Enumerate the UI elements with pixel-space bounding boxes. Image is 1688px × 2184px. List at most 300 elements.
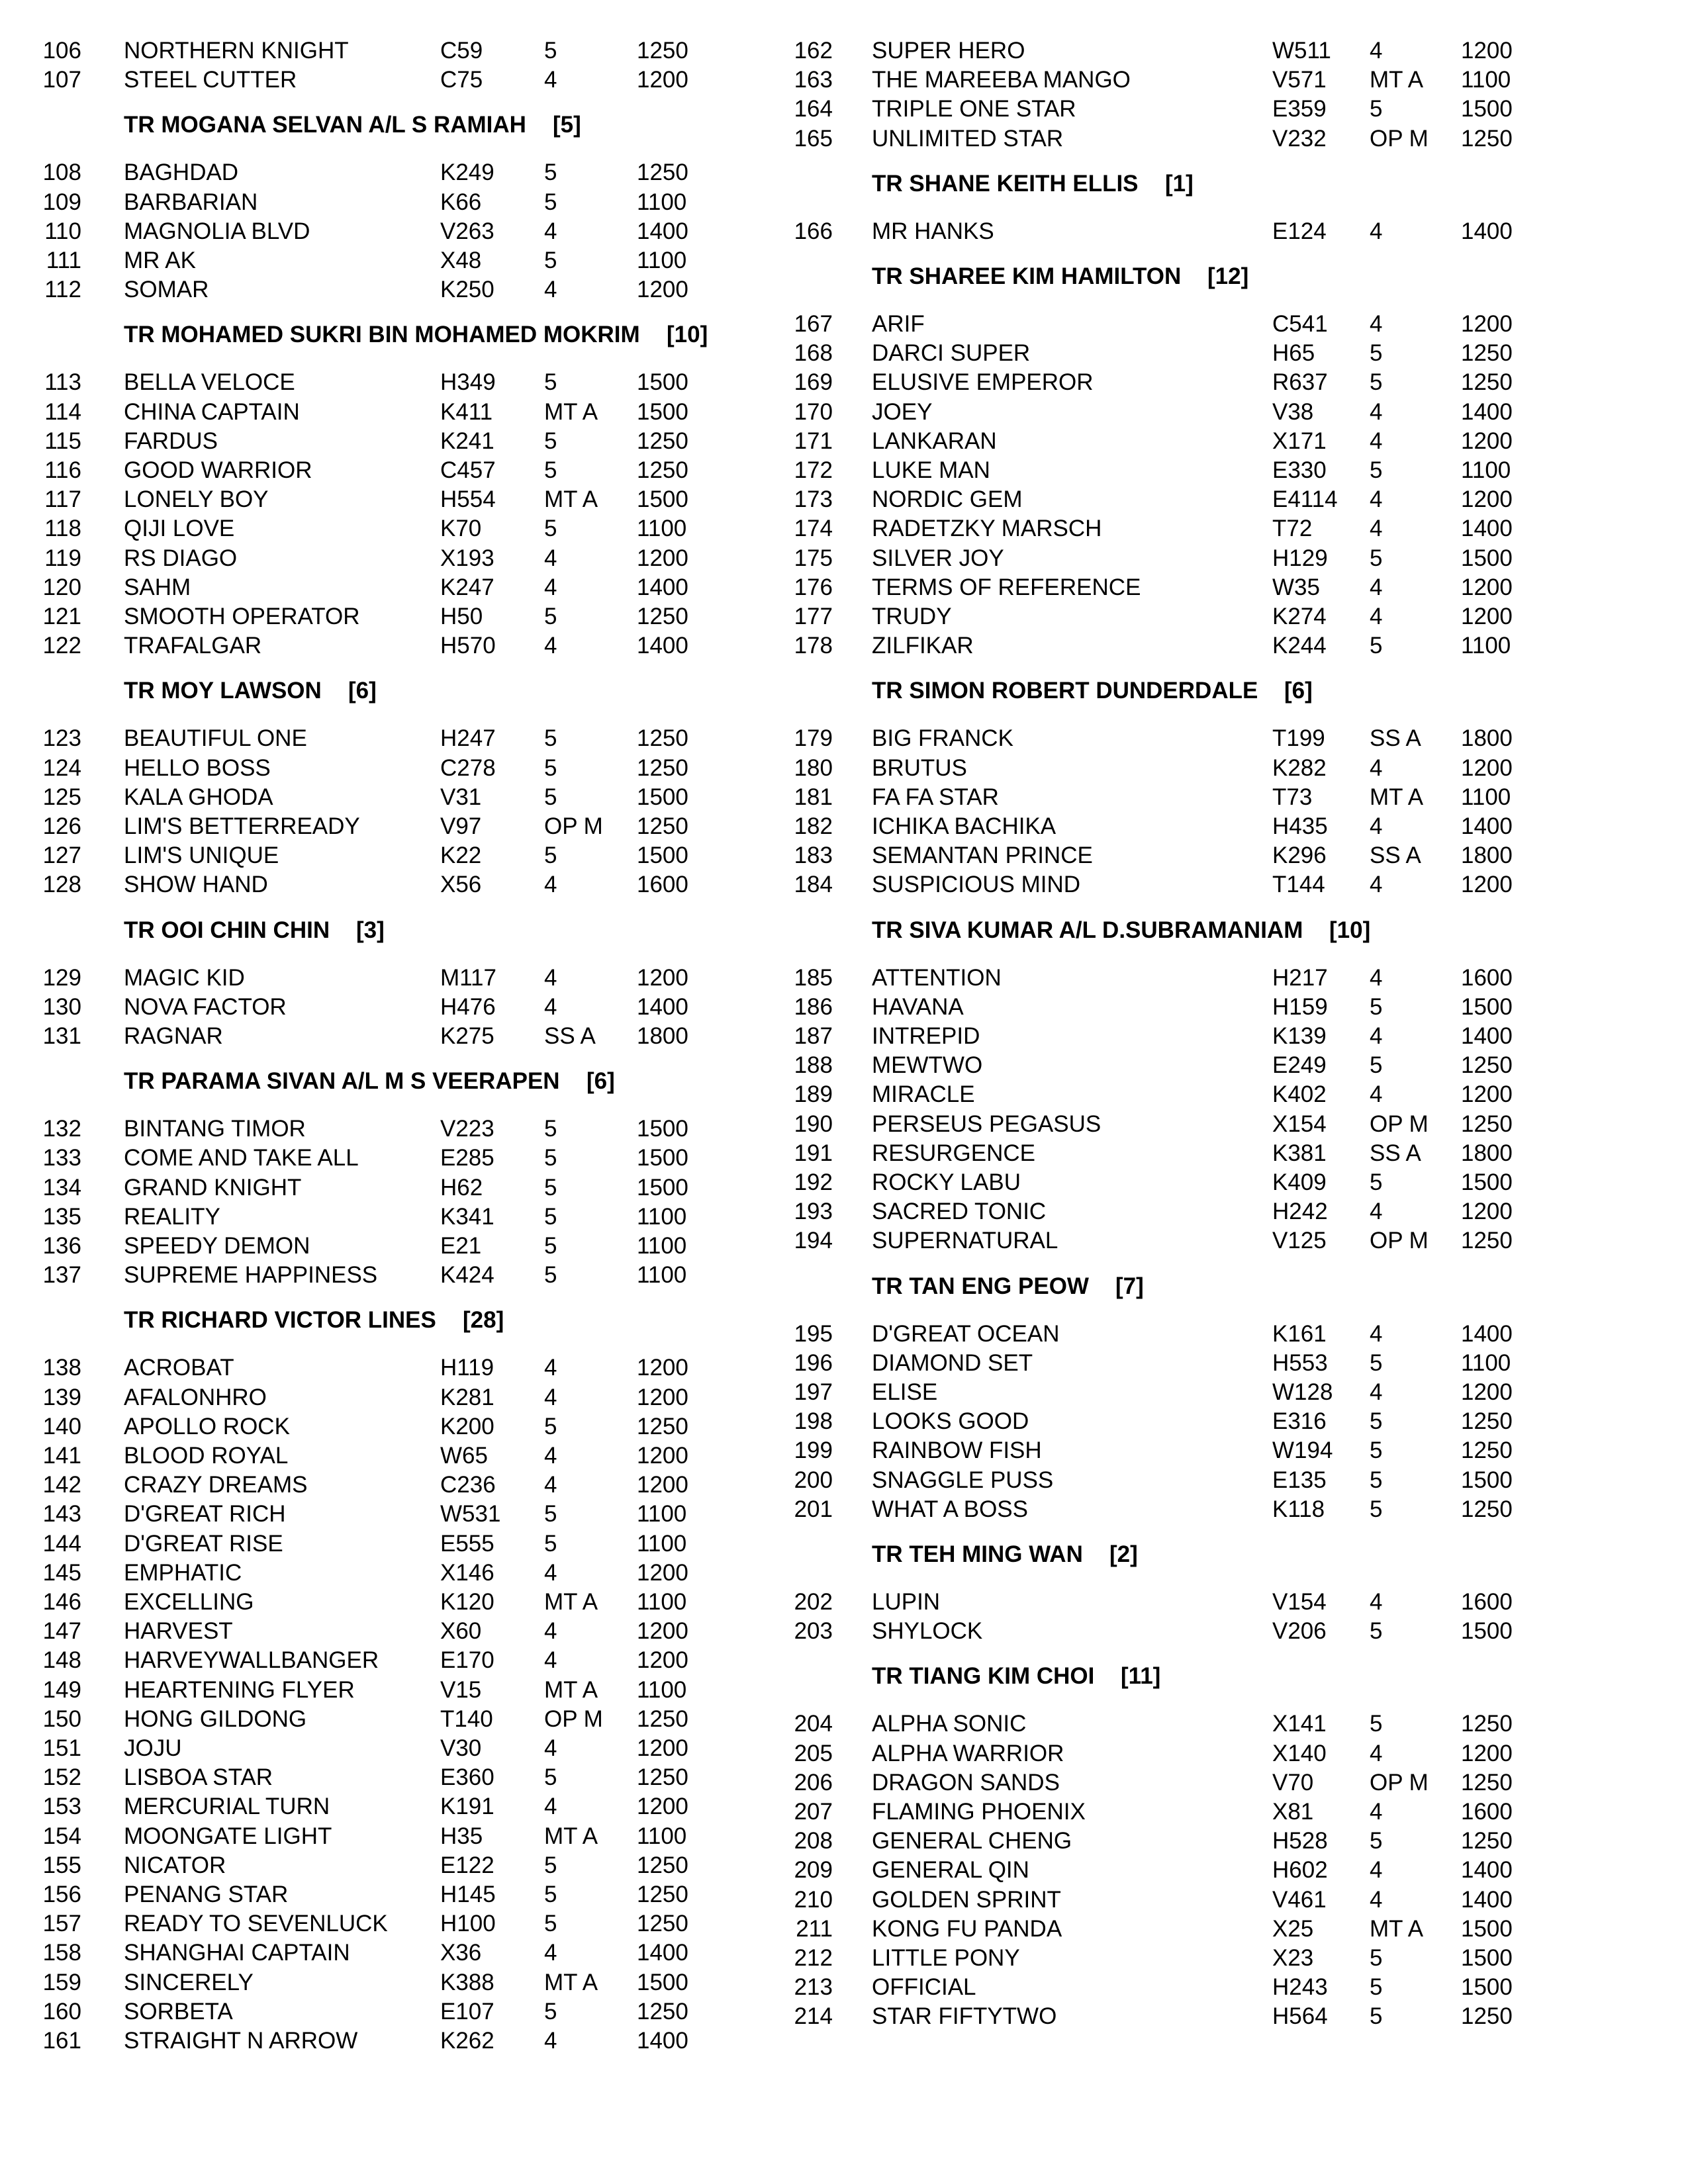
race-distance: 1400 [1461, 1320, 1513, 1347]
race-distance: 1250 [637, 38, 688, 64]
horse-code: K118 [1272, 1496, 1325, 1522]
horse-code: K200 [440, 1413, 494, 1439]
trainer-header [844, 1661, 1688, 1692]
horse-code: M117 [440, 964, 496, 991]
race-distance: 1200 [637, 1618, 688, 1645]
horse-rating: 4 [544, 1443, 557, 1469]
horse-name: TRUDY [872, 604, 952, 629]
entry-row [0, 1412, 844, 1441]
race-distance: 1600 [637, 872, 688, 898]
entry-row [0, 36, 844, 66]
horse-rating: OP M [1370, 125, 1429, 152]
entry-row [794, 456, 1688, 485]
horse-code: C457 [440, 457, 496, 483]
horse-name: OFFICIAL [872, 1974, 976, 2001]
horse-rating: 5 [544, 516, 557, 542]
horse-name: FA FA STAR [872, 784, 999, 810]
entry-row [794, 1709, 1688, 1739]
horse-code: C59 [440, 38, 483, 64]
horse-name: D'GREAT RICH [124, 1501, 286, 1527]
horse-name: EXCELLING [124, 1589, 254, 1615]
horse-rating: 5 [544, 784, 557, 810]
horse-name: TRAFALGAR [124, 633, 262, 659]
horse-rating: 5 [544, 1262, 557, 1289]
horse-rating: MT A [1370, 1915, 1424, 1942]
horse-name: LITTLE PONY [872, 1945, 1020, 1971]
horse-rating: 5 [1370, 1618, 1383, 1645]
entry-number: 203 [794, 1618, 833, 1645]
horse-name: D'GREAT OCEAN [872, 1320, 1060, 1347]
race-distance: 1500 [1461, 1915, 1513, 1942]
race-distance: 1250 [1461, 1437, 1513, 1464]
horse-code: H349 [440, 369, 496, 396]
entry-row [794, 427, 1688, 456]
entry-number: 124 [42, 754, 81, 781]
horse-code: E360 [440, 1764, 494, 1791]
horse-code: H554 [440, 486, 496, 513]
horse-name: BRUTUS [872, 754, 967, 781]
race-distance: 1100 [637, 516, 687, 542]
horse-code: V31 [440, 784, 482, 810]
entry-row [794, 754, 1688, 783]
horse-name: ARIF [872, 311, 925, 337]
race-distance: 1200 [637, 1735, 688, 1761]
entry-row [794, 36, 1688, 66]
horse-code: K281 [440, 1384, 494, 1410]
horse-code: E170 [440, 1647, 494, 1674]
horse-name: GRAND KNIGHT [124, 1174, 302, 1201]
horse-rating: 5 [544, 1145, 557, 1171]
entry-number: 212 [794, 1945, 833, 1971]
race-distance: 1200 [1461, 428, 1513, 454]
entry-number: 121 [42, 604, 81, 629]
horse-name: UNLIMITED STAR [872, 125, 1064, 152]
horse-name: AFALONHRO [124, 1384, 267, 1410]
horse-rating: MT A [544, 398, 598, 425]
entry-number: 164 [794, 96, 833, 122]
entry-row [0, 1851, 844, 1880]
horse-rating: 5 [544, 248, 557, 273]
trainer-header [844, 1271, 1688, 1302]
entry-row [796, 1915, 1688, 1944]
race-distance: 1100 [637, 189, 687, 215]
horse-rating: 5 [544, 189, 557, 215]
entry-number: 204 [794, 1711, 833, 1737]
horse-name: RAGNAR [124, 1023, 223, 1049]
race-distance: 1400 [1461, 398, 1513, 425]
horse-rating: 5 [1370, 1496, 1383, 1522]
entry-row [794, 124, 1688, 154]
entry-number: 165 [794, 125, 833, 152]
race-distance: 1400 [1461, 813, 1513, 839]
race-distance: 1400 [637, 2028, 688, 2054]
entry-row [0, 1529, 844, 1559]
entry-row [794, 1051, 1688, 1080]
entry-row [0, 485, 844, 514]
race-distance: 1600 [1461, 964, 1513, 991]
horse-name: FLAMING PHOENIX [872, 1799, 1086, 1825]
horse-code: E135 [1272, 1467, 1327, 1493]
horse-name: REALITY [124, 1203, 220, 1230]
entry-row [0, 1203, 844, 1232]
entry-number: 213 [794, 1974, 833, 2001]
entry-row [0, 1559, 844, 1588]
horse-name: GOOD WARRIOR [124, 457, 312, 483]
entry-row [794, 310, 1688, 339]
horse-code: H62 [440, 1174, 483, 1201]
horse-code: X36 [440, 1940, 482, 1966]
entry-row [794, 1320, 1688, 1349]
horse-rating: 4 [544, 574, 557, 600]
entry-number: 144 [42, 1530, 81, 1557]
entry-row [0, 544, 844, 573]
horse-code: W65 [440, 1443, 488, 1469]
horse-code: H570 [440, 633, 496, 659]
horse-code: W531 [440, 1501, 501, 1527]
horse-rating: 5 [544, 38, 557, 64]
horse-rating: SS A [1370, 1140, 1421, 1166]
horse-rating: 4 [544, 872, 557, 898]
horse-code: K388 [440, 1969, 494, 1995]
entry-row [794, 1495, 1688, 1524]
horse-name: MAGNOLIA BLVD [124, 218, 310, 244]
trainer-name: TR TIANG KIM CHOI [872, 1663, 1095, 1690]
race-distance: 1200 [1461, 574, 1513, 600]
race-distance: 1250 [1461, 2003, 1513, 2030]
entry-number: 157 [42, 1911, 81, 1937]
horse-name: MOONGATE LIGHT [124, 1823, 332, 1849]
entry-number: 153 [42, 1794, 81, 1820]
race-distance: 1500 [637, 486, 688, 513]
horse-rating: 4 [544, 218, 557, 244]
entry-number: 167 [794, 311, 833, 337]
entry-row [0, 724, 844, 753]
horse-rating: 4 [1370, 1857, 1383, 1884]
horse-rating: 4 [544, 1618, 557, 1645]
entry-number: 116 [44, 457, 81, 483]
horse-code: E359 [1272, 96, 1327, 122]
entry-row [794, 1466, 1688, 1495]
entry-number: 200 [794, 1467, 833, 1493]
entry-row [794, 964, 1688, 993]
trainer-horse-count: [5] [553, 112, 581, 138]
horse-code: K282 [1272, 754, 1327, 781]
entry-row [0, 1471, 844, 1500]
horse-name: PENANG STAR [124, 1882, 289, 1907]
entry-row [0, 368, 844, 397]
horse-code: V30 [440, 1735, 482, 1761]
horse-code: C236 [440, 1472, 496, 1498]
horse-name: SHOW HAND [124, 872, 268, 898]
entry-number: 189 [794, 1081, 833, 1108]
horse-name: LONELY BOY [124, 486, 269, 513]
race-distance: 1500 [637, 369, 688, 396]
horse-rating: 5 [544, 1116, 557, 1142]
entry-row [0, 1880, 844, 1909]
entry-row [0, 1997, 844, 2026]
race-distance: 1600 [1461, 1799, 1513, 1825]
horse-rating: 4 [544, 67, 557, 93]
horse-name: EMPHATIC [124, 1559, 242, 1586]
entry-number: 135 [42, 1203, 81, 1230]
entry-row [0, 275, 844, 304]
horse-name: STAR FIFTYTWO [872, 2003, 1057, 2030]
race-distance: 1200 [1461, 1379, 1513, 1405]
horse-name: HONG GILDONG [124, 1706, 307, 1732]
horse-name: D'GREAT RISE [124, 1530, 283, 1557]
entry-row [794, 1110, 1688, 1139]
horse-code: K120 [440, 1589, 494, 1615]
horse-name: NORTHERN KNIGHT [124, 38, 349, 64]
horse-rating: 4 [1370, 398, 1383, 425]
horse-rating: 5 [1370, 2003, 1383, 2030]
race-distance: 1500 [637, 1145, 688, 1171]
entry-number: 108 [42, 159, 81, 186]
horse-code: V206 [1272, 1618, 1327, 1645]
trainer-name: TR TEH MING WAN [872, 1541, 1083, 1567]
entry-row [0, 841, 844, 870]
horse-code: K296 [1272, 842, 1327, 869]
horse-rating: MT A [1370, 784, 1424, 810]
entry-number: 172 [794, 457, 833, 483]
entry-number: 110 [44, 218, 81, 244]
entry-row [794, 339, 1688, 368]
entry-row [794, 1378, 1688, 1407]
horse-rating: 4 [1370, 813, 1383, 839]
entry-number: 136 [42, 1233, 81, 1259]
entry-number: 192 [794, 1169, 833, 1195]
horse-code: K139 [1272, 1023, 1327, 1049]
entry-number: 180 [794, 754, 833, 781]
race-distance: 1200 [1461, 1199, 1513, 1225]
horse-code: E124 [1272, 218, 1327, 244]
entry-row [0, 1938, 844, 1968]
horse-code: K409 [1272, 1169, 1327, 1195]
entry-number: 174 [794, 516, 833, 542]
entry-number: 146 [42, 1589, 81, 1615]
horse-rating: 4 [1370, 1199, 1383, 1225]
horse-name: SORBETA [124, 1998, 233, 2025]
race-distance: 1100 [637, 1530, 687, 1557]
horse-rating: 4 [1370, 1081, 1383, 1108]
horse-name: ZILFIKAR [872, 633, 974, 659]
race-distance: 1100 [637, 248, 687, 273]
entry-number: 130 [42, 993, 81, 1020]
race-distance: 1250 [1461, 1408, 1513, 1435]
horse-code: H476 [440, 993, 496, 1020]
horse-code: V97 [440, 813, 482, 839]
entry-number: 147 [42, 1618, 81, 1645]
horse-name: RAINBOW FISH [872, 1437, 1042, 1464]
race-distance: 1400 [637, 633, 688, 659]
horse-code: H602 [1272, 1857, 1328, 1884]
horse-rating: 5 [1370, 1828, 1383, 1854]
horse-code: K275 [440, 1023, 494, 1049]
horse-rating: 5 [1370, 1349, 1383, 1376]
horse-name: TERMS OF REFERENCE [872, 574, 1141, 600]
trainer-horse-count: [10] [667, 322, 708, 348]
race-distance: 1500 [637, 398, 688, 425]
horse-name: SUPREME HAPPINESS [124, 1262, 378, 1289]
horse-rating: 4 [1370, 1023, 1383, 1049]
horse-rating: 5 [544, 754, 557, 781]
race-distance: 1250 [637, 1998, 688, 2025]
trainer-horse-count: [10] [1329, 917, 1371, 943]
entry-row [794, 993, 1688, 1022]
horse-rating: 5 [1370, 457, 1383, 483]
entry-row [0, 2026, 844, 2056]
entry-number: 113 [44, 369, 81, 396]
entry-row [794, 573, 1688, 602]
horse-rating: 4 [544, 1355, 557, 1381]
horse-name: MR HANKS [872, 218, 994, 244]
trainer-header [0, 675, 844, 707]
entry-row [794, 1856, 1688, 1885]
entry-row [794, 1768, 1688, 1797]
horse-code: E21 [440, 1233, 482, 1259]
entry-number: 161 [42, 2028, 81, 2054]
entry-row [794, 602, 1688, 631]
horse-code: V38 [1272, 398, 1314, 425]
horse-code: H243 [1272, 1974, 1328, 2001]
entry-number: 134 [42, 1174, 81, 1201]
horse-code: E122 [440, 1852, 494, 1878]
trainer-header [0, 1304, 844, 1336]
trainer-name: TR PARAMA SIVAN A/L M S VEERAPEN [124, 1068, 560, 1095]
horse-code: X171 [1272, 428, 1327, 454]
entry-number: 186 [794, 993, 833, 1020]
entry-number: 196 [794, 1349, 833, 1376]
entry-number: 119 [44, 545, 81, 571]
entry-number: 151 [42, 1735, 81, 1761]
race-distance: 1500 [637, 1116, 688, 1142]
entry-number: 208 [794, 1828, 833, 1854]
horse-name: GOLDEN SPRINT [872, 1886, 1061, 1913]
entry-number: 169 [794, 369, 833, 396]
race-distance: 1400 [637, 1940, 688, 1966]
horse-code: K262 [440, 2028, 494, 2054]
trainer-horse-count: [2] [1109, 1541, 1138, 1567]
entry-row [0, 1705, 844, 1734]
horse-rating: 5 [544, 1911, 557, 1937]
race-distance: 1800 [1461, 1140, 1513, 1166]
horse-name: NOVA FACTOR [124, 993, 287, 1020]
horse-rating: MT A [544, 1589, 598, 1615]
entry-row [0, 398, 844, 427]
horse-name: STEEL CUTTER [124, 67, 297, 93]
entry-number: 195 [794, 1320, 833, 1347]
race-distance: 1500 [1461, 1974, 1513, 2001]
horse-code: C278 [440, 754, 496, 781]
entry-row [0, 188, 844, 217]
horse-code: H247 [440, 725, 496, 752]
horse-rating: 5 [544, 1852, 557, 1878]
race-distance: 1200 [1461, 1081, 1513, 1108]
horse-name: READY TO SEVENLUCK [124, 1911, 388, 1937]
horse-rating: 4 [544, 1384, 557, 1410]
horse-name: CHINA CAPTAIN [124, 398, 300, 425]
entry-number: 159 [42, 1969, 81, 1995]
horse-code: H50 [440, 604, 483, 629]
entry-number: 188 [794, 1052, 833, 1079]
horse-rating: 4 [1370, 1740, 1383, 1766]
horse-rating: 5 [544, 369, 557, 396]
horse-rating: 5 [1370, 633, 1383, 659]
race-distance: 1100 [637, 1203, 687, 1230]
horse-rating: 5 [1370, 369, 1383, 396]
horse-name: HAVANA [872, 993, 964, 1020]
horse-rating: MT A [544, 1969, 598, 1995]
entry-number: 129 [42, 964, 81, 991]
race-distance: 1500 [637, 784, 688, 810]
entry-row [794, 217, 1688, 246]
entry-number: 126 [42, 813, 81, 839]
race-distance: 1100 [1461, 1349, 1511, 1376]
horse-name: SOMAR [124, 277, 209, 303]
entry-row [0, 246, 844, 275]
horse-code: X60 [440, 1618, 482, 1645]
race-distance: 1250 [637, 725, 688, 752]
entry-row [794, 1886, 1688, 1915]
horse-name: PERSEUS PEGASUS [872, 1111, 1102, 1137]
entry-row [0, 964, 844, 993]
horse-rating: 5 [544, 1764, 557, 1791]
horse-name: BARBARIAN [124, 189, 258, 215]
horse-code: K70 [440, 516, 482, 542]
race-distance: 1200 [637, 1647, 688, 1674]
entry-number: 107 [42, 67, 81, 93]
horse-rating: 5 [1370, 1169, 1383, 1195]
entry-number: 142 [42, 1472, 81, 1498]
entry-row [0, 1353, 844, 1383]
horse-name: KALA GHODA [124, 784, 273, 810]
horse-code: K274 [1272, 604, 1327, 629]
entry-row [794, 1973, 1688, 2002]
entry-number: 163 [794, 67, 833, 93]
race-distance: 1100 [637, 1501, 687, 1527]
horse-rating: 4 [1370, 38, 1383, 64]
horse-name: SHYLOCK [872, 1618, 983, 1645]
race-distance: 1500 [1461, 545, 1513, 571]
trainer-horse-count: [28] [463, 1307, 504, 1334]
entry-number: 154 [42, 1823, 81, 1849]
horse-rating: OP M [1370, 1111, 1429, 1137]
entry-row [794, 783, 1688, 812]
horse-name: MAGIC KID [124, 964, 245, 991]
trainer-name: TR RICHARD VICTOR LINES [124, 1307, 436, 1334]
horse-name: ELUSIVE EMPEROR [872, 369, 1094, 396]
race-distance: 1200 [1461, 311, 1513, 337]
race-distance: 1500 [1461, 1169, 1513, 1195]
horse-name: RADETZKY MARSCH [872, 516, 1102, 542]
horse-rating: 4 [1370, 872, 1383, 898]
horse-name: BINTANG TIMOR [124, 1116, 306, 1142]
horse-code: K22 [440, 842, 482, 869]
horse-code: H553 [1272, 1349, 1328, 1376]
race-distance: 1100 [637, 1589, 687, 1615]
horse-rating: 5 [1370, 993, 1383, 1020]
horse-rating: 5 [1370, 1711, 1383, 1737]
trainer-name: TR MOY LAWSON [124, 678, 322, 704]
entry-row [794, 841, 1688, 870]
horse-name: SAHM [124, 574, 191, 600]
entry-number: 176 [794, 574, 833, 600]
entry-row [0, 1261, 844, 1290]
trainer-header [844, 1539, 1688, 1570]
horse-rating: 5 [1370, 1974, 1383, 2001]
horse-code: R637 [1272, 369, 1328, 396]
horse-name: THE MAREEBA MANGO [872, 67, 1131, 93]
